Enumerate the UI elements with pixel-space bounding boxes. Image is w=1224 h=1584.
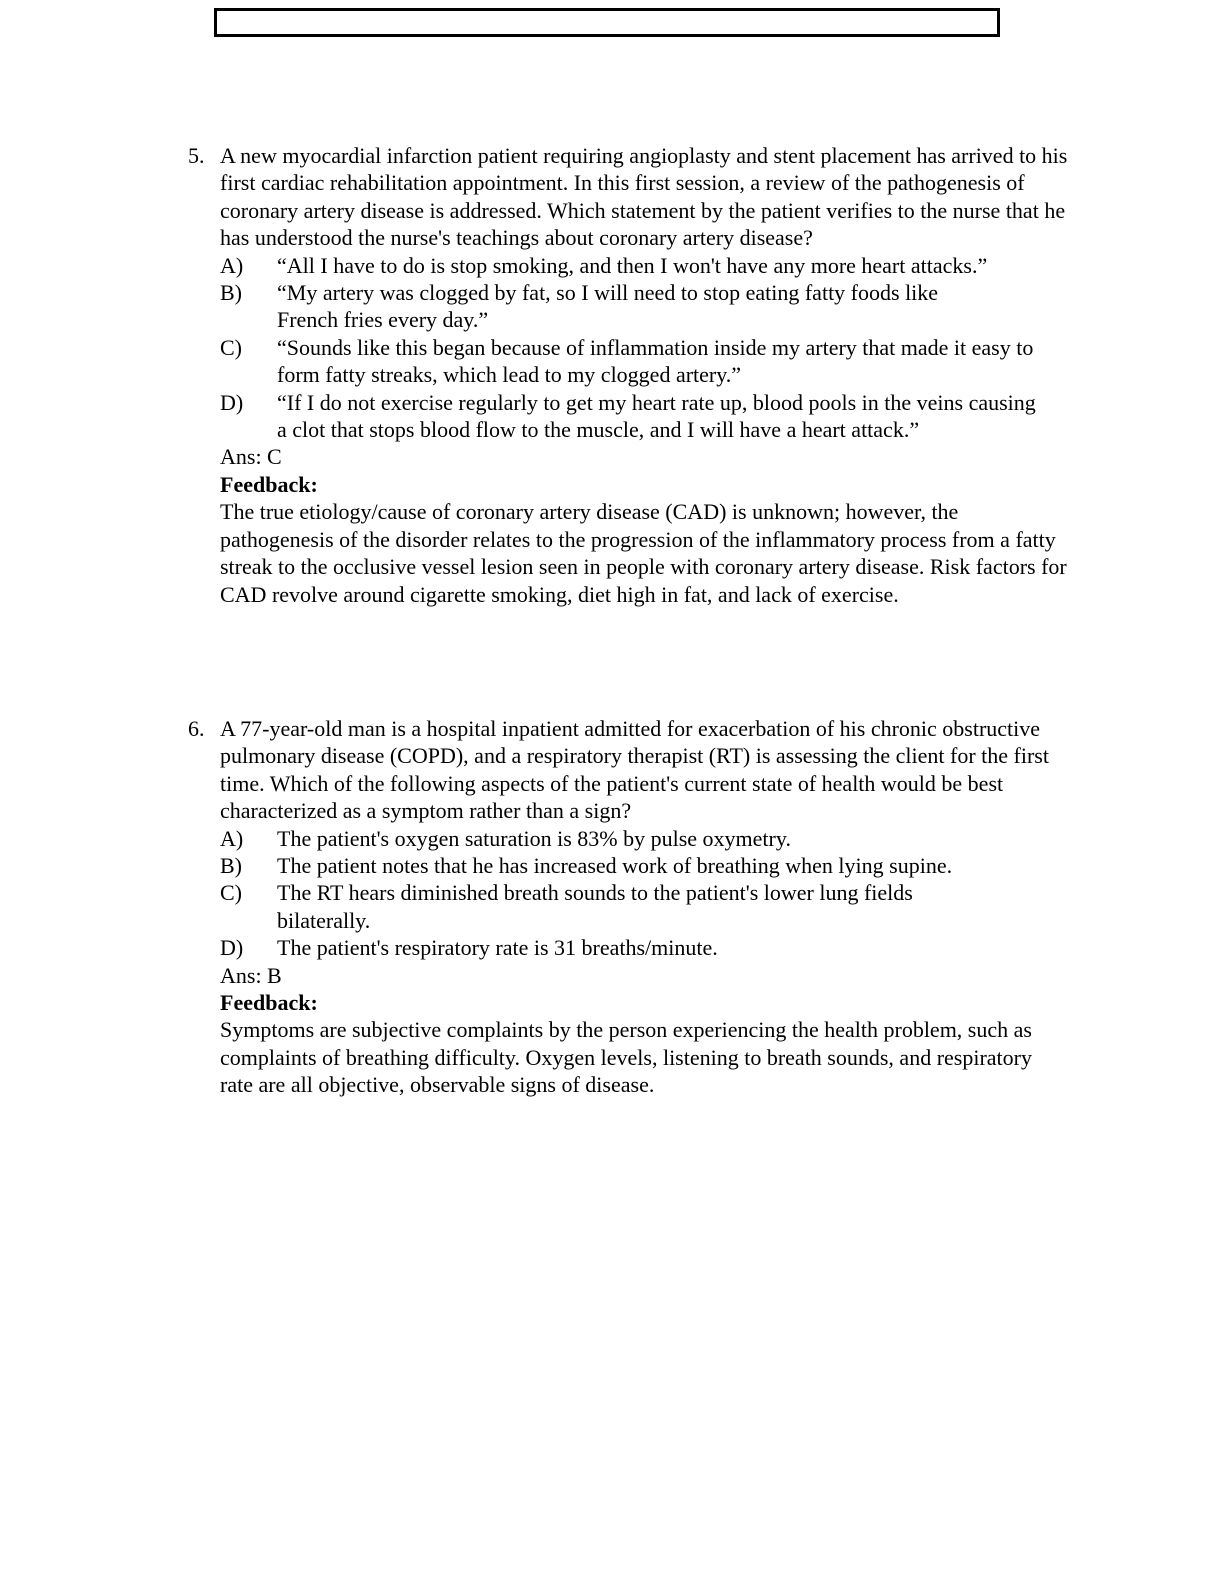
option-letter: D) <box>220 389 244 415</box>
option-letter: B) <box>220 280 242 306</box>
option-d <box>220 389 1068 444</box>
option-d <box>220 934 1068 961</box>
feedback-text: Symptoms are subjective complaints by the person experiencing the health problem, such as complaints of breathing difficulty. Oxygen levels, listening to breath sounds, and respiratory rate are all objective, observable signs of disease. <box>220 1017 1032 1098</box>
question-5 <box>188 142 1068 608</box>
option-a <box>220 825 1068 852</box>
option-text: The patient's oxygen saturation is 83% by pulse oxymetry. <box>277 825 791 851</box>
option-c <box>220 879 1068 934</box>
option-b <box>220 279 1068 334</box>
question-body <box>220 715 1068 1099</box>
feedback-text: The true etiology/cause of coronary artery disease (CAD) is unknown; however, the pathogenesis of the disorder relates to the progression of the inflammatory process from a fatty streak to the occlusive vessel lesion seen in people with coronary artery disease. Risk factors for CAD revolve around cigarette smoking, diet high in fat, and lack of exercise. <box>220 499 1067 607</box>
option-letter: D) <box>220 935 244 961</box>
question-body <box>220 142 1068 608</box>
option-text: “If I do not exercise regularly to get my heart rate up, blood pools in the veins causing a clot that stops blood flow to the muscle, and I will have a heart attack.” <box>277 389 1036 443</box>
option-letter: A) <box>220 825 244 851</box>
answer-options <box>220 825 1068 962</box>
question-6 <box>188 715 1068 1099</box>
option-text: “All I have to do is stop smoking, and then I won't have any more heart attacks.” <box>277 252 988 278</box>
question-text: A 77-year-old man is a hospital inpatient admitted for exacerbation of his chronic obstructive pulmonary disease (COPD), and a respiratory therapist (RT) is assessing the client for the first time. Which of the following aspects of the patient's current state of health would be best characterized as a symptom rather than a sign? <box>220 716 1049 824</box>
option-text: “My artery was clogged by fat, so I will need to stop eating fatty foods like French fries every day.” <box>277 280 939 333</box>
feedback-label: Feedback: <box>220 471 318 497</box>
option-letter: B) <box>220 853 242 879</box>
feedback-label: Feedback: <box>220 990 318 1016</box>
answer-options <box>220 252 1068 444</box>
option-text: The patient notes that he has increased work of breathing when lying supine. <box>277 853 953 879</box>
option-letter: C) <box>220 334 242 360</box>
option-c <box>220 334 1068 389</box>
question-number: 6. <box>188 716 205 741</box>
answer-key: Ans: C <box>220 444 282 470</box>
option-text: The RT hears diminished breath sounds to the patient's lower lung fields bilaterally. <box>277 880 913 933</box>
option-letter: C) <box>220 880 242 906</box>
question-text: A new myocardial infarction patient requiring angioplasty and stent placement has arrived to his first cardiac rehabilitation appointment. In this first session, a review of the pathogenesis of coronary artery disease is addressed. Which statement by the patient verifies to the nurse that he has understood the nurse's teachings about coronary artery disease? <box>220 143 1068 251</box>
option-a <box>220 252 1068 279</box>
option-letter: A) <box>220 252 244 278</box>
option-b <box>220 852 1068 879</box>
answer-key: Ans: B <box>220 962 282 988</box>
header-box <box>214 8 1000 37</box>
option-text: “Sounds like this began because of inflammation inside my artery that made it easy to form fatty streaks, which lead to my clogged artery.” <box>277 334 1034 388</box>
question-number: 5. <box>188 143 205 168</box>
option-text: The patient's respiratory rate is 31 breaths/minute. <box>277 935 718 961</box>
